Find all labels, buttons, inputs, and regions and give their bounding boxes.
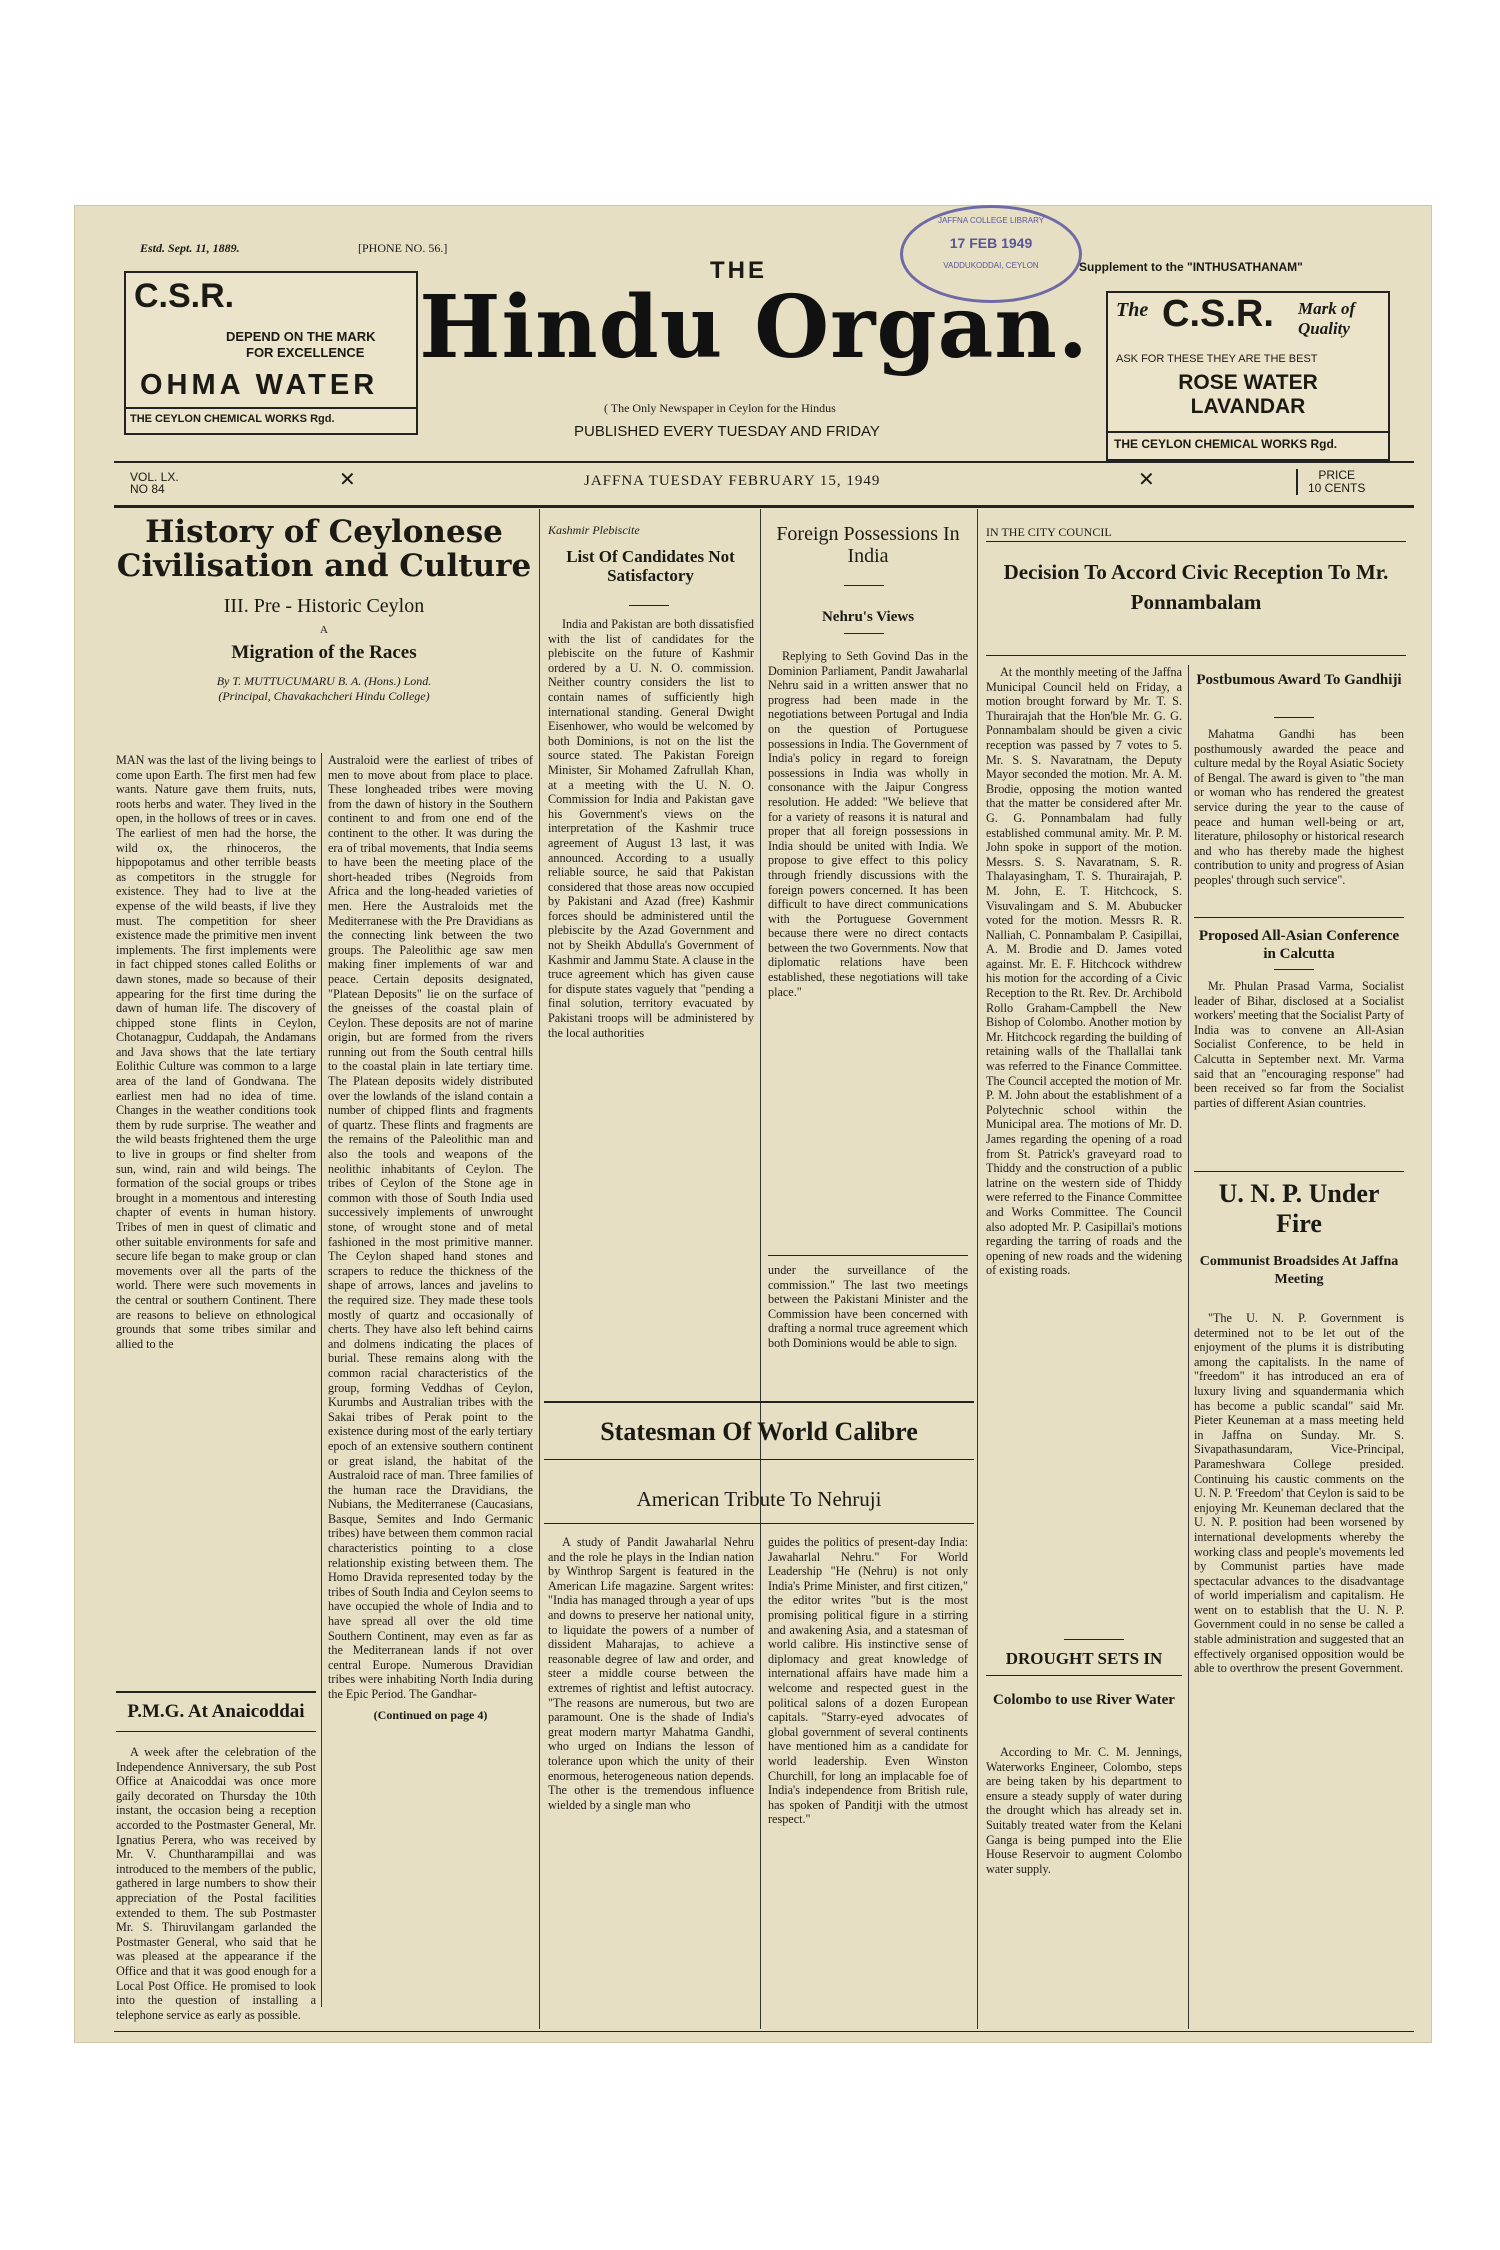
headline-pmg: P.M.G. At Anaicoddai bbox=[127, 1701, 305, 1722]
gandhi-award-body: Mahatma Gandhi has been posthumously awarded the peace and culture medal by the Royal Asiatic Society of Bengal. The award is given to "the man or woman who has rendered the greatest service during the year to the cause of peace and human well-being or art, literature, philosophy or historical research and who has thereby made the highest contribution to unity and progress of Asian peoples' through such service". bbox=[1194, 727, 1404, 887]
kashmir-body: India and Pakistan are both dissatisfied with the list of candidates for the plebiscite on the future of Kashmir ordered by a U. N. O. commission. Neither country considers the list to contain names of sufficiently high international standing. General Dwight Eisenhower, who would be welcomed by both Dominions, is not on the list the source stated. The Pakistan Foreign Minister, Sir Mohamed Zafrullah Khan, at a meeting with the U. N. O. Commission for India and Pakistan gave his Government's views on the interpretation of the Kashmir truce agreement of August 13 last, it was announced. According to a usually reliable source, he said that Pakistan considered that those areas now occupied by Pakistani and Azad (free) Kashmir forces should be administered until the plebiscite by the Azad Government and not by Sheikh Abdulla's Government of Kashmir and Jammu State. A clause in the truce agreement which has given cause for dispute states vaguely that "pending a final solution, territory evacuated by Pakistani troops will be administered by the local authorities bbox=[548, 617, 754, 1040]
subhead-river-water: Colombo to use River Water bbox=[993, 1692, 1175, 1708]
byline: By T. MUTTUCUMARU B. A. (Hons.) Lond. bbox=[216, 674, 432, 688]
masthead-tagline: ( The Only Newspaper in Ceylon for the Hindus bbox=[604, 401, 836, 415]
subhead-nehru-views: Nehru's Views bbox=[821, 609, 915, 625]
headline-history-1: History of Ceylonese bbox=[145, 514, 503, 550]
headline-all-asian: Proposed All-Asian Conference in Calcutta bbox=[1198, 928, 1400, 962]
article-history bbox=[114, 515, 534, 704]
kicker-kashmir: Kashmir Plebiscite bbox=[548, 523, 640, 537]
drought-body: According to Mr. C. M. Jennings, Waterworks Engineer, Colombo, steps are being taken by his department to ensure a steady supply of water during the drought which has already set in. Suitably treated water from the Kelani Ganga is being pumped into the Elie House Reservoir to augment Colombo water supply. bbox=[986, 1745, 1182, 1876]
ad-ask: ASK FOR THESE THEY ARE THE BEST bbox=[1116, 353, 1318, 365]
continued-note: (Continued on page 4) bbox=[373, 1707, 488, 1722]
headline-drought: DROUGHT SETS IN bbox=[1005, 1649, 1163, 1668]
byline-affiliation: (Principal, Chavakachcheri Hindu College) bbox=[218, 689, 430, 703]
supplement-note: Supplement to the "INTHUSATHANAM" bbox=[1079, 260, 1303, 274]
kicker-city-council: IN THE CITY COUNCIL bbox=[986, 525, 1112, 539]
dateline-text: JAFFNA TUESDAY FEBRUARY 15, 1949 bbox=[584, 473, 881, 489]
ad-company: THE CEYLON CHEMICAL WORKS Rgd. bbox=[130, 413, 335, 425]
all-asian-body: Mr. Phulan Prasad Varma, Socialist leader of Bihar, disclosed at a Socialist workers' meeting that the Socialist Party of India was to convene an All-Asian Socialist Conference, to be held in Calcutta in September next. Mr. Varma said that an "encouraging response" had been received so far from the Socialist parties of different Asian countries. bbox=[1194, 979, 1404, 1110]
statesman-column-1: A study of Pandit Jawaharlal Nehru and the role he plays in the Indian nation by Winthrop Sargent is featured in the American Life magazine. Sargent writes: "India has managed through a year of ups and downs to preserve her national unity, to liquidate the powers of a number of dissident Maharajas, to achieve a reasonable degree of law and order, and steer a middle course between the extremes of rightist and leftist autocracy. "The reasons are numerous, but two are paramount. One is the shade of India's great modern martyr Mahatma Gandhi, who urged on Indians the lesson of tolerance upon which the unity of their enormous, heterogeneous nation depends. The other is the tremendous influence wielded by a single man who bbox=[548, 1535, 754, 1812]
subhead-communist-broadsides: Communist Broadsides At Jaffna Meeting bbox=[1199, 1254, 1399, 1287]
headline-history-2: Civilisation and Culture bbox=[116, 548, 532, 584]
ad-slogan-1: DEPEND ON THE MARK bbox=[226, 329, 376, 344]
headline-gandhi-award: Postbumous Award To Gandhiji bbox=[1196, 672, 1402, 688]
newspaper-page bbox=[74, 205, 1432, 2043]
headline-kashmir: List Of Candidates Not Satisfactory bbox=[566, 547, 735, 585]
statesman-column-2: guides the politics of present-day India: Jawaharlal Nehru." For World Leadership "He (Nehru) is not only India's Prime Minister, and first citizen," the editor writes "but is the most promising political figure in a stirring and awakening Asia, and a statesman of world calibre. His instinctive sense of diplomacy and great knowledge of international affairs have made him a welcome and respected guest in the political salons of a dozen European capitals. "Starry-eyed advocates of global government of several continents have mentioned him as a candidate for world leadership. Even Winston Churchill, for long an implacable foe of India's independence from British rule, has spoken of Panditji with the utmost respect." bbox=[768, 1535, 968, 1827]
subhead-american-tribute: American Tribute To Nehruji bbox=[636, 1487, 882, 1511]
ad-company-right: THE CEYLON CHEMICAL WORKS Rgd. bbox=[1114, 437, 1338, 451]
ad-product-1: ROSE WATER bbox=[1178, 371, 1318, 394]
subhead-a: A bbox=[320, 624, 328, 636]
phone-number: [PHONE NO. 56.] bbox=[358, 241, 448, 255]
ad-ohma-water bbox=[124, 271, 418, 435]
ad-product: OHMA WATER bbox=[140, 369, 379, 401]
ad-quality: Quality bbox=[1298, 319, 1350, 338]
established-date: Estd. Sept. 11, 1889. bbox=[140, 241, 240, 255]
pmg-body: A week after the celebration of the Independence Anniversary, the sub Post Office at Anaicoddai was once more gaily decorated on Thursday the 10th instant, the occasion being a reception accorded to the Postmaster General, Mr. Ignatius Perera, who was received by Mr. V. Chuntharampillai and was introduced to the members of the public, gathered in large numbers to show their appreciation of the Postal facilities extended to them. The sub Postmaster Mr. S. Thiruvilangam garlanded the Postmaster General, who said that he was pleased at the appearance if the Office and that it was good enough for a Local Post Office. He promised to look into the question of installing a telephone service as early as possible. bbox=[116, 1745, 316, 2022]
headline-foreign-possessions: Foreign Possessions In India bbox=[776, 523, 960, 567]
ad-brand: C.S.R. bbox=[134, 277, 235, 315]
kashmir-continuation: under the surveillance of the commission." The last two meetings between the Pakistani Minister and the Commission have been concerned with drafting a normal truce agreement which both Dominions would be able to sign. bbox=[768, 1263, 968, 1350]
subhead-migration: Migration of the Races bbox=[231, 642, 417, 663]
dateline-ornament-right: ✕ bbox=[1138, 469, 1155, 491]
history-column-2: Australoid were the earliest of tribes of men to move about from place to place. These longheaded tribes were moving from the dawn of history in the Southern continent to and from one end of the continent to the other. It was during the era of tribal movements, that India seems to have been the meeting place of the short-headed tribes (Negroids from Africa and the long-headed varieties of men. Here the Australoids met the Mediterranese with the Pre Dravidians as the connecting link between the two groups. The Paleolithic age saw men making finer implements of war and peace. Certain deposits designated, "Platean Deposits" lie on the surface of the gneisses of the coastal plain of Ceylon. These deposits are not of marine origin, but are formed from the rivers running out from the South central hills to the coastal plain in late tertiary time. The Platean deposits widely distributed over the lowlands of the island contain a number of chipped flints and fragments of quartz. These flints and fragments are the remains of the Paleolithic man and also the tools and weapons of the neolithic inhabitants of Ceylon. The tribes of Ceylon of the Stone age in common with those of South India used successively implements of unwrought stone, of wrought stone and of metal fashioned in the most primitive manner. The Ceylon shaped hand stones and scrapers to reduce the thickness of the shape of arrows, lances and javelins to the required size. They made these tools mostly of quartz and occasionally of cherts. They have also left behind cairns and dolmens indicating the places of burial. These remains along with the common racial characteristics of the group, forming Veddhas of Ceylon, Kurumbs and Australian tribes with the Sakai tribes of Perak point to the existence during most of the early tertiary epoch of an extensive southern continent or great island, the habitat of the Australoid race of man. Three families of the human race the Dravidians, the Nubians, the Mediterranese (Caucasians, Basque, Semites and Indo Germanic tribes) have between them common racial characteristics pointing to a close relationship existing between them. The Homo Dravida represented today by the tribes of South India and Ceylon seems to have occupied the whole of India and to have spread all over the old time Southern Continent, may even as far as the Mediterranean lands if not over central Europe. Numerous Dravidian tribes were inhabiting North India during the Epic Period. The Gandhar- (Continued on page 4) bbox=[328, 753, 533, 1722]
publication-schedule: PUBLISHED EVERY TUESDAY AND FRIDAY bbox=[574, 423, 880, 440]
library-stamp: JAFFNA COLLEGE LIBRARY 17 FEB 1949 VADDUKODDAI, CEYLON bbox=[900, 205, 1082, 303]
foreign-body: Replying to Seth Govind Das in the Dominion Parliament, Pandit Jawaharlal Nehru said in a written answer that no progress had been made in the negotiations between Portugal and India on the question of Portuguese possessions in India. The Government of India's policy in regard to foreign possessions in India was wholly in consonance with the Jaipur Congress resolution. He added: "We believe that for a variety of reasons it is natural and proper that all foreign possessions in India should be united with India. We propose to give effect to this policy through friendly discussions with the foreign powers concerned. It has been difficult to have direct communications with the Portuguese Government because there were no direct contacts between the two Governments. Now that diplomatic relations have been established, these negotiations will take place." bbox=[768, 649, 968, 999]
volume-number: VOL. LX. NO 84 bbox=[130, 470, 179, 496]
ad-rose-water bbox=[1106, 291, 1390, 461]
ad-product-2: LAVANDAR bbox=[1190, 395, 1306, 418]
ad-slogan-2: FOR EXCELLENCE bbox=[246, 345, 365, 360]
unp-body: "The U. N. P. Government is determined not to be let out of the enjoyment of the plums it is distributing among the capitalists. In the name of "freedom" it has introduced an era of luxury living and squandermania which has become a public scandal" said Mr. Pieter Keuneman at a mass meeting held in Jaffna on Sunday. Mr. S. Sivapathasundaram, Vice-Principal, Parameshwara College presided. Continuing his caustic comments on the U. N. P. 'Freedom' that Ceylon is said to be enjoying Mr. Keuneman declared that the U. N. P. position had been worsened by international developments whereby the working class and people's movements led by Communist parties have made spectacular advances to the disadvantage of world imperialism and capitalism. He went on to establish that the U. N. P. Government could in no sense be called a stable administration and suggested that an effectively organised opposition would be able to overthrow the present Government. bbox=[1194, 1311, 1404, 1676]
ad-the: The bbox=[1116, 299, 1149, 321]
masthead-title: Hindu Organ. bbox=[419, 277, 1089, 378]
ad-brand-right: C.S.R. bbox=[1162, 293, 1274, 335]
subhead-prehistoric: III. Pre - Historic Ceylon bbox=[223, 595, 425, 617]
dateline-ornament-left: ✕ bbox=[339, 469, 356, 491]
headline-statesman: Statesman Of World Calibre bbox=[600, 1417, 918, 1446]
history-column-1: MAN was the last of the living beings to come upon Earth. The first men had few wants. Nature gave them fruits, nuts, roots herbs and water. They lived in the open, in the hollows of trees or in caves. The earliest of men had the horse, the wild ox, the rhinoceros, the hippopotamus and other terrible beasts as competitors in the struggle for existence. They had to live at the expense of the wild beasts, if live they must. The competition for sheer existence made the primitive men invent implements. The first implements were in fact chipped stones called Eoliths or dawn stones, made so because of their appearing for the first time during the dawn of human life. The discovery of chipped stone flints in Ceylon, Chotanagpur, Cuddapah, the Andamans and Java shows that the late tertiary Eolithic Culture was common to a large area of the land of Gondwana. The earliest men had no idea of time. Changes in the weather conditions took them by rude surprise. The weather and the wild beasts frightened them the urge to live in groups or find shelter from sun, wind, rain and wild beings. The formation of the social groups or tribes brought in a momentous and interesting chapter of events in human history. Tribes of men in quest of climatic and other suitable environments for safe and secure life began to make group or clan movements over all the parts of the world. There were such movements in the central or southern Continent. There are reasons to believe on ethnological grounds that some tribes similar and allied to the bbox=[116, 753, 316, 1351]
headline-civic-reception: Decision To Accord Civic Reception To Mr. Ponnambalam bbox=[1003, 560, 1389, 614]
council-body: At the monthly meeting of the Jaffna Municipal Council held on Friday, a motion brought forward by Mr. T. S. Thurairajah that the Hon'ble Mr. G. G. Ponnambalam should be given a civic reception was passed by 7 votes to 5. Mr. S. S. Navaratnam, the Deputy Mayor seconded the motion. Mr. A. M. Brodie, opposing the motion wanted that the matter be considered after Mr. G. G. Ponnambalam had fully established communal amity. Mr. P. M. John spoke in support of the motion. Messrs. S. S. Navaratnam, S. R. Thalayasingham, T. S. Thurairajah, P. M. John, E. T. Hitchcock, S. Visuvalingam and S. M. Abubucker voted for the motion. Messrs R. R. Nalliah, C. Ponnambalam P. Casipillai, A. M. Brodie and D. James voted against. Mr. E. F. Hitchcock withdrew his motion for the according of a Civic Reception to the Rt. Rev. Dr. Archibold Rollo Graham-Campbell the New Bishop of Colombo. Another motion by Mr. Hitchcock regarding the building of retaining walls of the Thallallai tank was referred to the Finance Committee. The Council accepted the motion of Mr. P. M. John about the establishment of a Polytechnic school within the Municipal area. The motions of Mr. D. James regarding the opening of a road from St. Patrick's graveyard road to Thiddy and the construction of a public latrine on the western side of Thiddy were referred to the Finance Committee and Works Committee. The Council also adopted Mr. P. Casipillai's motions regarding the tarring of roads and the opening of new roads and the widening of existing roads. bbox=[986, 665, 1182, 1278]
ad-mark: Mark of bbox=[1298, 299, 1356, 318]
headline-unp: U. N. P. Under Fire bbox=[1218, 1179, 1380, 1238]
masthead-the: THE bbox=[710, 257, 767, 284]
price-box: PRICE 10 CENTS bbox=[1296, 469, 1365, 495]
